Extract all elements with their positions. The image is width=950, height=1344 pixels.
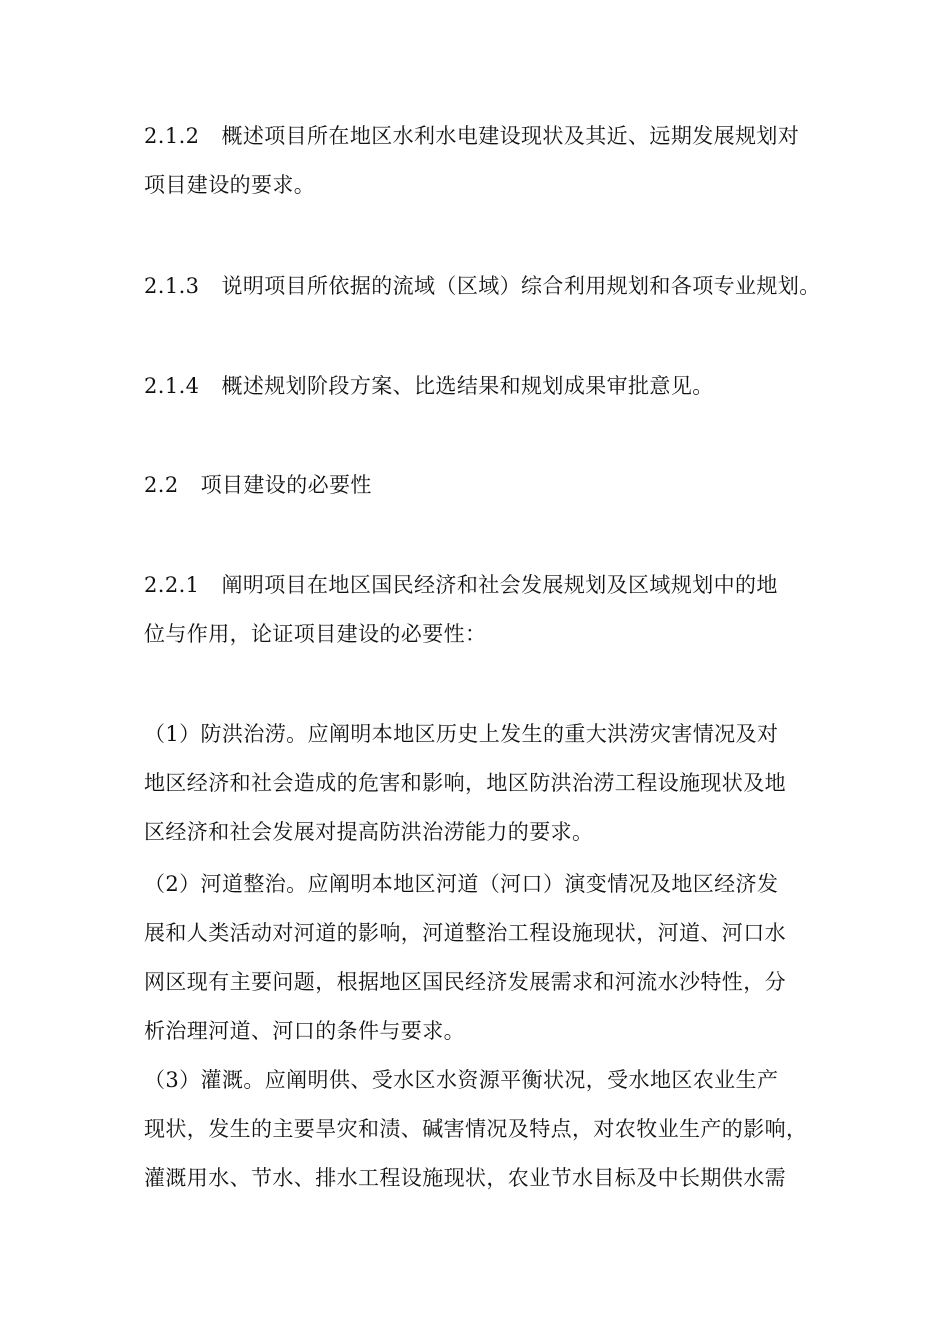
item-flood-control — [144, 710, 809, 857]
item-irrigation-line-3: 灌溉用水、节水、排水工程设施现状，农业节水目标及中长期供水需 — [144, 1166, 786, 1190]
section-2-2-1-line-2: 位与作用，论证项目建设的必要性： — [144, 622, 487, 646]
item-river-line-2: 展和人类活动对河道的影响，河道整治工程设施现状，河道、河口水 — [144, 921, 786, 945]
section-text: 阐明项目在地区国民经济和社会发展规划及区域规划中的地 — [221, 573, 778, 597]
item-river-line-3: 网区现有主要问题，根据地区国民经济发展需求和河流水沙特性，分 — [144, 970, 786, 994]
section-number: 2.2 — [144, 473, 179, 497]
section-text: 说明项目所依据的流域（区域）综合利用规划和各项专业规划。 — [221, 274, 821, 298]
section-number: 2.1.4 — [144, 374, 200, 398]
section-2-1-4-line-1 — [144, 362, 809, 411]
section-2-1-2-line-1 — [144, 112, 809, 161]
item-river-line-4: 析治理河道、河口的条件与要求。 — [144, 1019, 465, 1043]
section-2-2-line-1 — [144, 461, 809, 510]
section-number: 2.2.1 — [144, 573, 200, 597]
section-text: 项目建设的必要性 — [200, 473, 372, 497]
section-text: 概述规划阶段方案、比选结果和规划成果审批意见。 — [221, 374, 714, 398]
section-2-2-1 — [144, 561, 809, 659]
section-number: 2.1.2 — [144, 124, 200, 148]
section-2-2-heading — [144, 461, 809, 510]
section-number: 2.1.3 — [144, 274, 200, 298]
section-2-2-1-line-1 — [144, 561, 809, 610]
section-2-1-2 — [144, 112, 809, 210]
item-irrigation-line-1: （3）灌溉。应阐明供、受水区水资源平衡状况，受水地区农业生产 — [144, 1068, 779, 1092]
section-2-1-4 — [144, 362, 809, 411]
item-flood-line-1: （1）防洪治涝。应阐明本地区历史上发生的重大洪涝灾害情况及对 — [144, 722, 779, 746]
section-2-1-3 — [144, 262, 821, 311]
section-2-1-3-line-1 — [144, 262, 821, 311]
item-river-regulation — [144, 860, 809, 1056]
item-irrigation — [144, 1056, 809, 1203]
item-flood-line-2: 地区经济和社会造成的危害和影响，地区防洪治涝工程设施现状及地 — [144, 771, 786, 795]
item-irrigation-line-2: 现状，发生的主要旱灾和渍、碱害情况及特点，对农牧业生产的影响， — [144, 1117, 808, 1141]
item-river-line-1: （2）河道整治。应阐明本地区河道（河口）演变情况及地区经济发 — [144, 872, 779, 896]
section-text: 概述项目所在地区水利水电建设现状及其近、远期发展规划对 — [221, 124, 800, 148]
item-flood-line-3: 区经济和社会发展对提高防洪治涝能力的要求。 — [144, 820, 594, 844]
section-2-1-2-line-2: 项目建设的要求。 — [144, 173, 316, 197]
